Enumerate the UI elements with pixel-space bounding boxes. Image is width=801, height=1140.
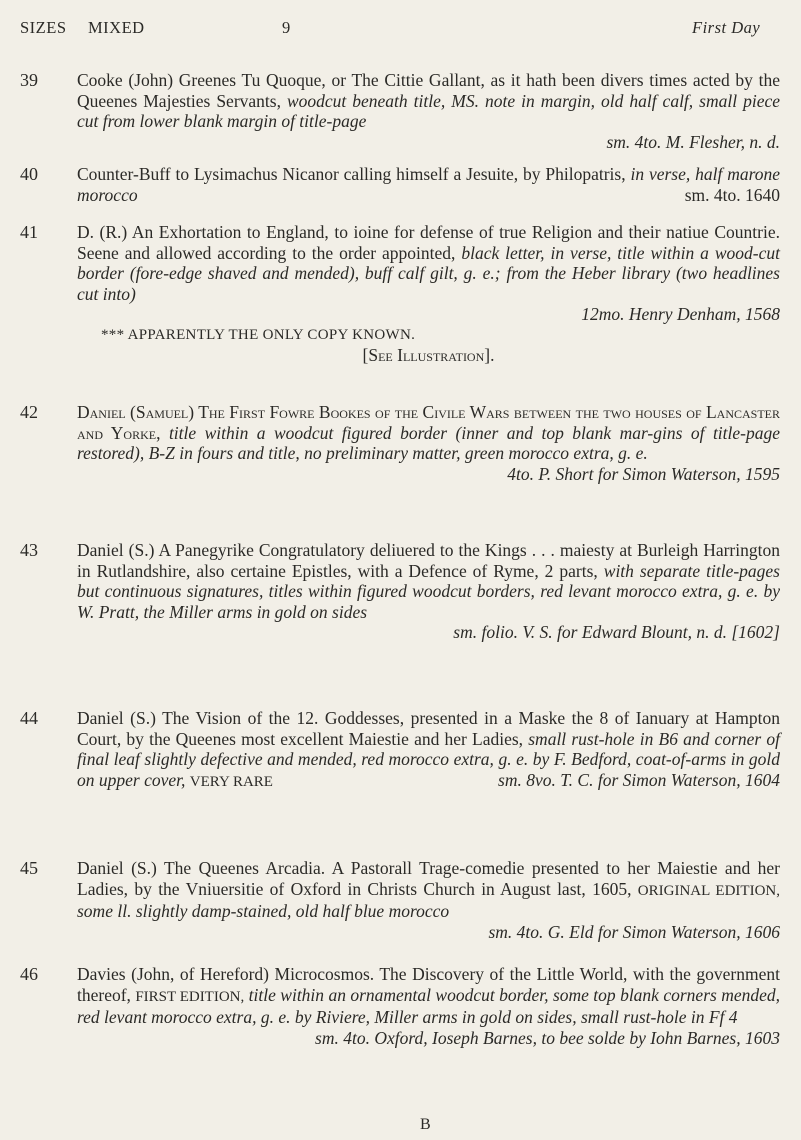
lot-condition: in verse, half marone morocco — [77, 164, 781, 205]
lot-edition: ORIGINAL EDITION, — [637, 882, 780, 899]
lot-description — [77, 964, 780, 1048]
header-mixed: MIXED — [88, 18, 145, 37]
lot-title: Davies (John, of Hereford) Microcosmos. The Discovery of the Little World, with the government thereof, — [77, 964, 780, 1005]
lot-number: 43 — [20, 540, 38, 560]
lot-description — [77, 540, 780, 643]
lot-condition: small rust-hole in B6 and corner of final leaf slightly defective and mended, red morocco extra, g. e. by F. Bedford, coat-of-arms in gold on upper cover, — [77, 728, 781, 790]
header-sizes: SIZES — [20, 18, 67, 37]
lot-title: D. (R.) An Exhortation to England, to ioine for defense of true Religion and their natiue Countrie. Seene and allowed according to the order appointed, — [77, 222, 780, 263]
signature-mark: B — [420, 1116, 431, 1133]
lot-number: 42 — [20, 402, 38, 422]
lot-see-illustration: [See Illustration]. — [362, 345, 495, 365]
lot-title: Daniel (S.) The Vision of the 12. Goddesses, presented in a Maske the 8 of Ianuary at Hampton Court, by the Queenes most excellent Maiestie and her Ladies, — [77, 708, 780, 749]
page-header — [20, 18, 780, 46]
lot-description — [77, 858, 780, 942]
lot-imprint: 4to. P. Short for Simon Waterson, 1595 — [507, 463, 780, 484]
lot-title: Daniel (S.) The Queenes Arcadia. A Pastorall Trage-comedie presented to her Maiestie and her Ladies, by the Vniuersitie of Oxford in Christs Church in August last, 1605, — [77, 858, 780, 899]
lot-condition: with separate title-pages but continuous signatures, titles within figured woodcut borders, red levant morocco extra, g. e. by W. Pratt, the Miller arms in gold on sides — [77, 560, 780, 622]
lot-description — [77, 222, 780, 366]
lot-condition: black letter, in verse, title within a wood-cut border (fore-edge shaved and mended), buff calf gilt, g. e.; from the Heber library (two headlines cut into) — [77, 242, 780, 304]
lot-condition: title within a woodcut figured border (inner and top blank mar-gins of title-page restored), B-Z in fours and title, no preliminary matter, green morocco extra, g. e. — [77, 422, 781, 463]
lot-imprint: sm. 4to. Oxford, Ioseph Barnes, to bee solde by Iohn Barnes, 1603 — [315, 1027, 780, 1048]
lot-number: 45 — [20, 858, 38, 878]
lot-rarity: VERY RARE — [189, 773, 273, 790]
lot-imprint: sm. 8vo. T. C. for Simon Waterson, 1604 — [498, 769, 780, 790]
lot-description — [77, 708, 780, 792]
lot-number: 41 — [20, 222, 38, 242]
lot-condition: woodcut beneath title, MS. note in margin, old half calf, small piece cut from lower blank margin of title-page — [77, 90, 781, 131]
lot-number: 39 — [20, 70, 38, 90]
lot-number: 46 — [20, 964, 38, 984]
lot-edition: FIRST EDITION, — [135, 988, 245, 1005]
lot-number: 40 — [20, 164, 38, 184]
lot-imprint: 12mo. Henry Denham, 1568 — [581, 304, 780, 324]
lot-description — [77, 70, 780, 152]
header-day: First Day — [692, 18, 761, 37]
lot-imprint: sm. folio. V. S. for Edward Blount, n. d. [1602] — [453, 622, 780, 642]
lot-condition: some ll. slightly damp-stained, old half blue morocco — [77, 901, 450, 921]
lot-imprint: sm. 4to. G. Eld for Simon Waterson, 1606 — [488, 921, 780, 942]
lot-title: Cooke (John) Greenes Tu Quoque, or The Cittie Gallant, as it hath been divers times acted by the Queenes Majesties Servants, — [77, 70, 780, 111]
lot-note: *** APPARENTLY THE ONLY COPY KNOWN. — [101, 326, 416, 343]
lot-imprint: sm. 4to. 1640 — [684, 184, 780, 205]
lot-number: 44 — [20, 708, 38, 728]
page-number: 9 — [282, 18, 291, 37]
lot-description — [77, 164, 780, 205]
lot-title: Daniel (Samuel) The First Fowre Bookes of the Civile Wars between the two houses of Lancaster and Yorke, — [77, 402, 780, 443]
lot-title: Counter-Buff to Lysimachus Nicanor calling himself a Jesuite, by Philopatris, — [77, 164, 626, 184]
lot-description — [77, 402, 780, 484]
lot-condition: title within an ornamental woodcut border, some top blank corners mended, red levant morocco extra, g. e. by Riviere, Miller arms in gold on sides, small rust-hole in Ff 4 — [77, 984, 781, 1027]
lot-title: Daniel (S.) A Panegyrike Congratulatory deliuered to the Kings . . . maiesty at Burleigh Harrington in Rutlandshire, also certaine Epistles, with a Defence of Ryme, 2 parts, — [77, 540, 780, 581]
lot-imprint: sm. 4to. M. Flesher, n. d. — [606, 131, 780, 152]
